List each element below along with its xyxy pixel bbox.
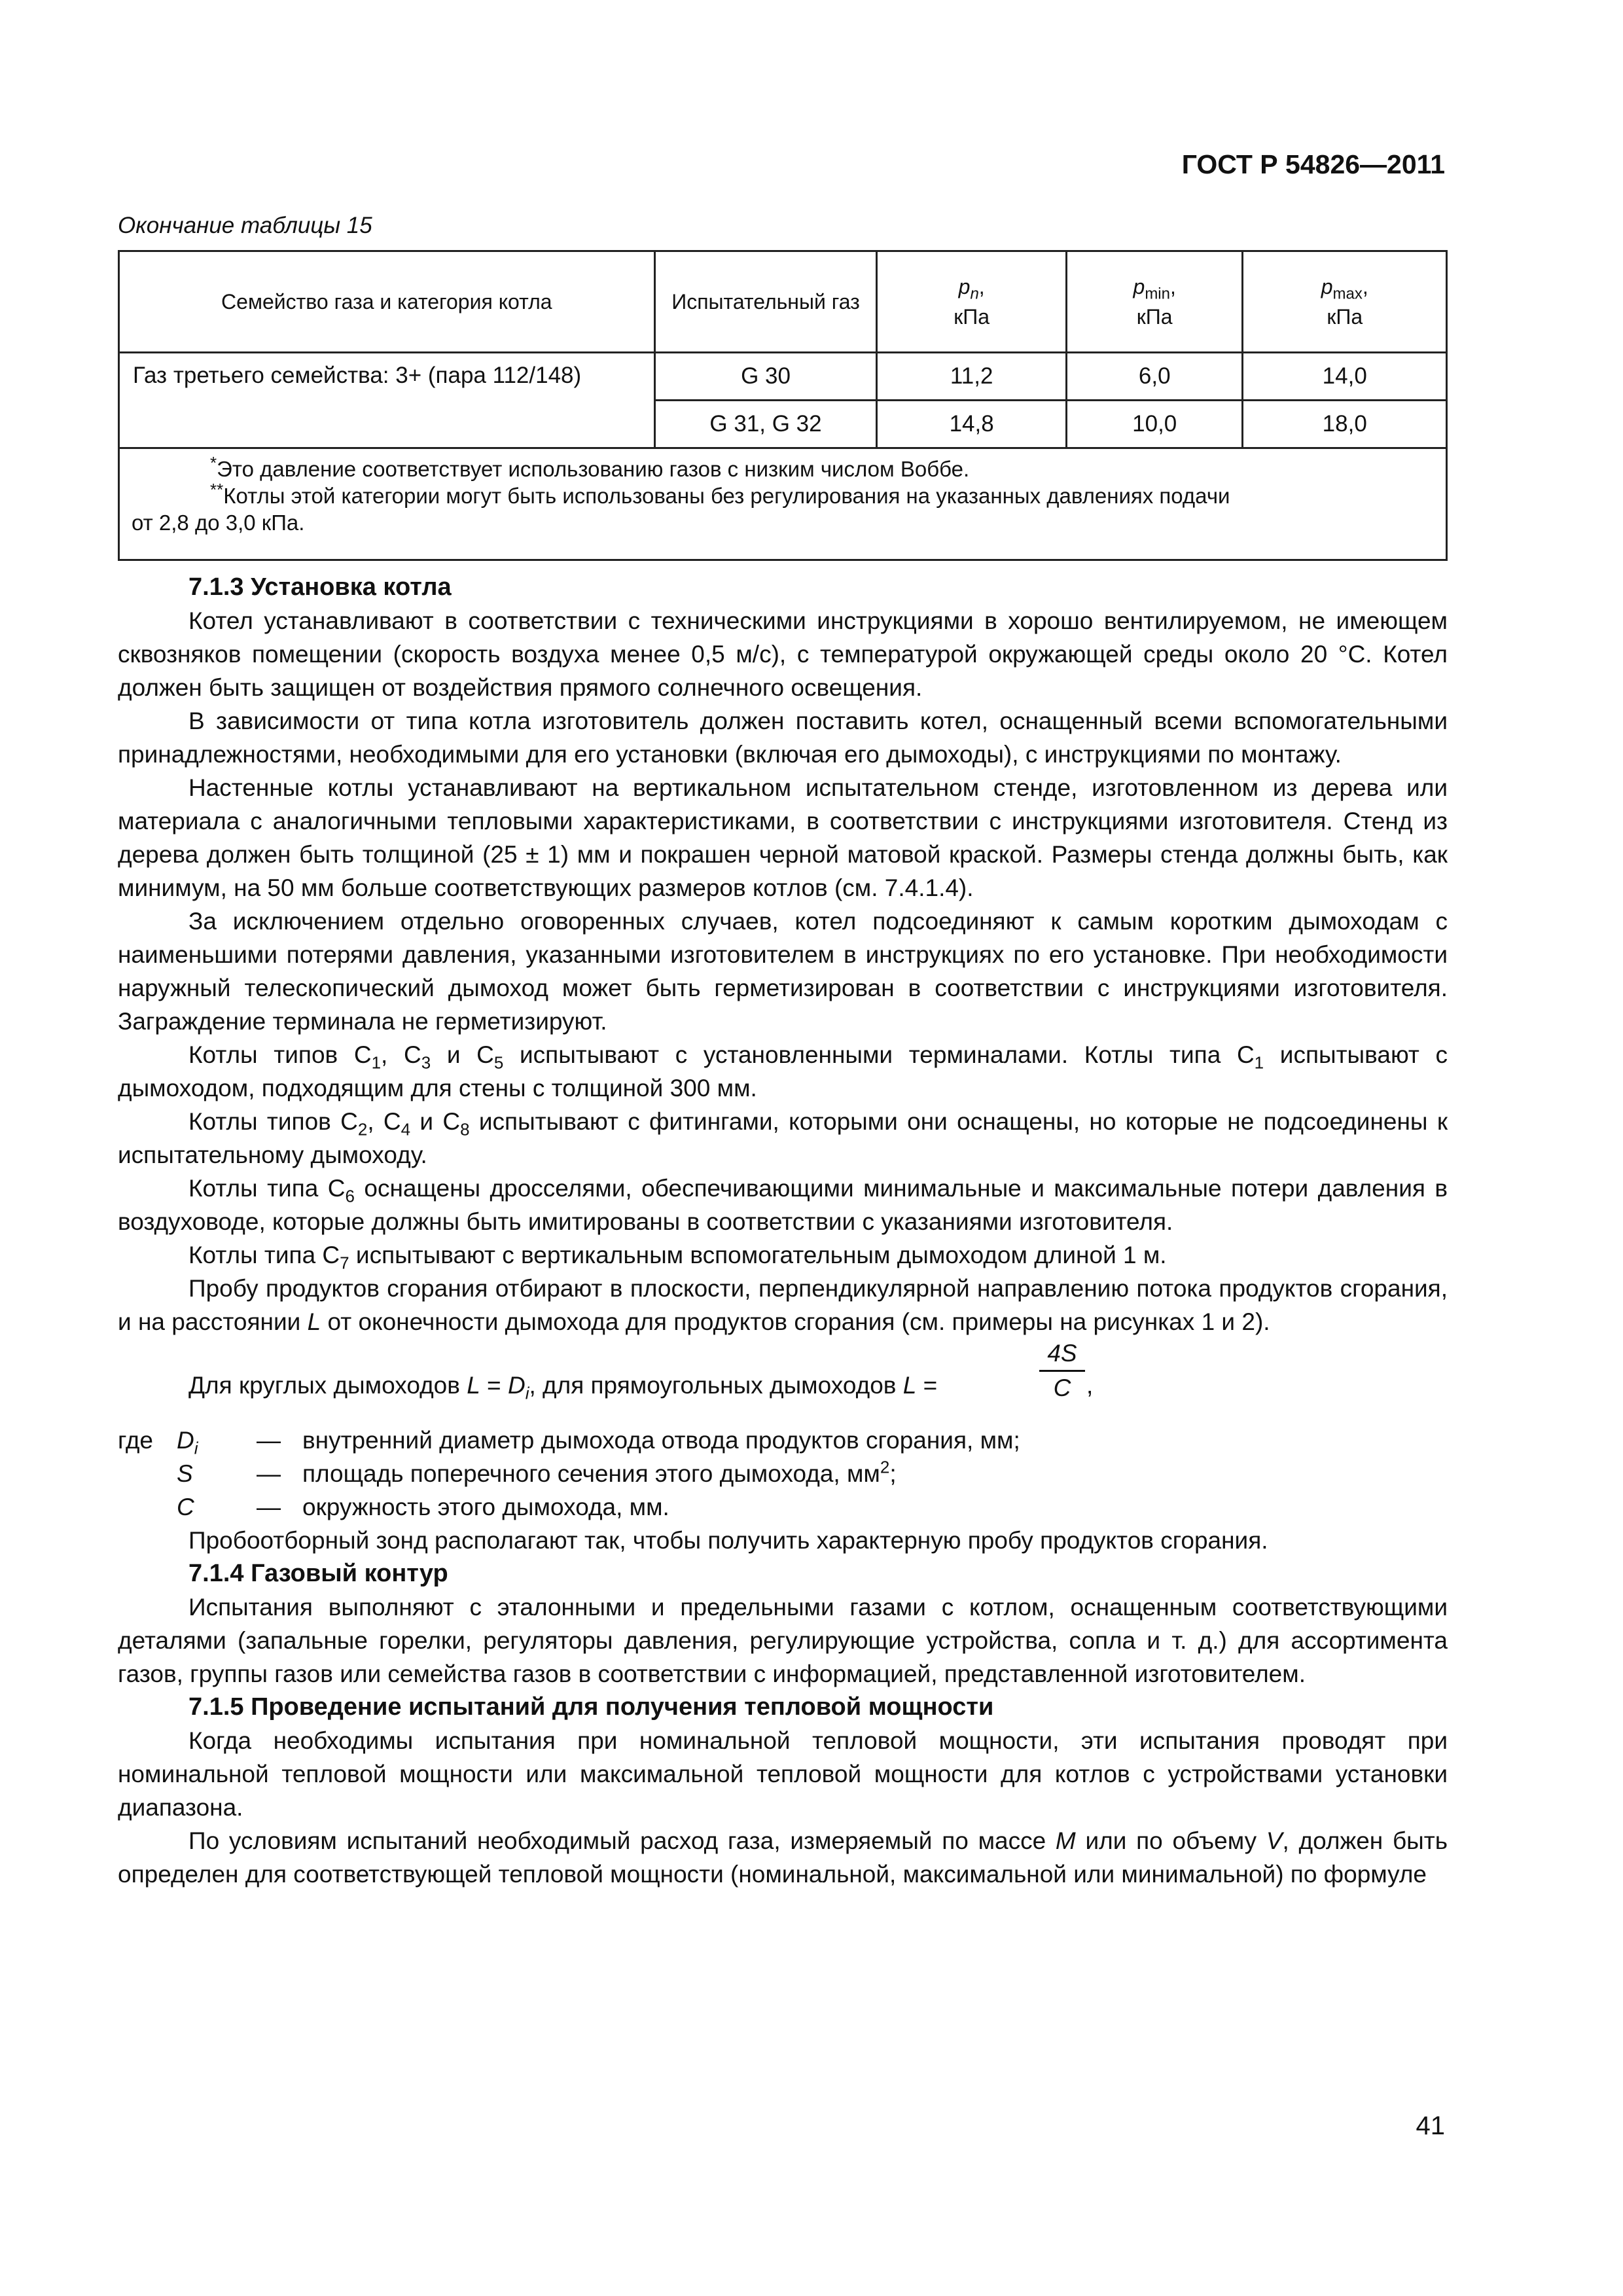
- cell-pmax: 18,0: [1243, 401, 1447, 448]
- definition-c: C — окружность этого дымохода, мм.: [177, 1494, 669, 1520]
- paragraph-gas-flow: По условиям испытаний необходимый расход газа, измеряемый по массе M или по объему V, должен быть определен для соответствующей тепловой мощности (номинальной, максимальной или минимальной) по формуле: [118, 1827, 1448, 1888]
- paragraph: Испытания выполняют с эталонными и предельными газами с котлом, оснащенным соответствующими деталями (запальные горелки, регуляторы давления, регулирующие устройства, сопла и т. д.) для ассортимента газов, группы газов или семейства газов в соответствии с информацией, представленной изготовителем.: [118, 1594, 1448, 1687]
- paragraph-boiler-types-c2-c4-c8: Котлы типов $С_2$, $С_4$ и $С_8$ испытывают с фитингами, которыми они оснащены, но которые не подсоединены к испытательному дымоходу.: [118, 1108, 1448, 1168]
- cell-pmax: 14,0: [1243, 353, 1447, 401]
- header-pmin: $p_{min}$, кПа: [1066, 251, 1243, 353]
- table-header-row: [119, 251, 1447, 353]
- header-pn: $p_n$, кПа: [877, 251, 1067, 353]
- standard-number: ГОСТ Р 54826—2011: [1181, 149, 1445, 179]
- header-pmax: $p_{max}$, кПа: [1243, 251, 1447, 353]
- paragraph-boiler-types-c1-c3-c5: Котлы типов $С_1$, $С_3$ и $С_5$ испытывают с установленными терминалами. Котлы типа $С_1$ испытывают с дымоходом, подходящим для стены с толщиной 300 мм.: [118, 1041, 1448, 1102]
- cell-gas: G 30: [654, 353, 877, 401]
- table-caption: Окончание таблицы 15: [118, 213, 372, 238]
- table-note-1: *Это давление соответствует использованию газов с низким числом Воббе.: [210, 453, 970, 481]
- paragraph: За исключением отдельно оговоренных случаев, котел подсоединяют к самым коротким дымоходам с наименьшими потерями давления, указанными изготовителем в инструкциях по его установке. При необходимости наружный телескопический дымоход может быть герметизирован в соответствии с инструкциями изготовителя. Заграждение терминала не герметизируют.: [118, 908, 1448, 1035]
- table-note-2-cont: от 2,8 до 3,0 кПа.: [132, 511, 305, 535]
- header-family: Семейство газа и категория котла: [119, 251, 655, 353]
- cell-pmin: 6,0: [1066, 353, 1243, 401]
- paragraph-probe: Пробоотборный зонд располагают так, чтобы получить характерную пробу продуктов сгорания.: [188, 1527, 1268, 1554]
- definition-s: S — площадь поперечного сечения этого дымохода, $мм^2$;: [177, 1457, 897, 1487]
- formula-fraction: 4S C: [1039, 1338, 1085, 1403]
- page-number: 41: [1416, 2111, 1445, 2140]
- table-note-2: **Котлы этой категории могут быть использованы без регулирования на указанных давлениях подачи: [210, 480, 1230, 508]
- formula-flue-length: Для круглых дымоходов $L = D_i$, для прямоугольных дымоходов L = 4S C ,: [188, 1340, 1094, 1403]
- document-body: [118, 571, 1448, 1891]
- cell-gas: G 31, G 32: [654, 401, 877, 448]
- cell-pn: 14,8: [877, 401, 1067, 448]
- section-7-1-5-title: 7.1.5 Проведение испытаний для получения тепловой мощности: [188, 1693, 994, 1721]
- paragraph-boiler-type-c6: Котлы типа $С_6$ оснащены дросселями, обеспечивающими минимальные и максимальные потери давления в воздуховоде, которые должны быть имитированы в соответствии с указаниями изготовителя.: [118, 1175, 1448, 1235]
- cell-pn: 11,2: [877, 353, 1067, 401]
- header-test-gas: Испытательный газ: [654, 251, 877, 353]
- gas-pressure-table: [118, 250, 1448, 561]
- table-row: [119, 353, 1447, 401]
- table-notes-row: [119, 448, 1447, 560]
- cell-pmin: 10,0: [1066, 401, 1243, 448]
- section-7-1-3-title: 7.1.3 Установка котла: [188, 573, 452, 601]
- paragraph: Котел устанавливают в соответствии с техническими инструкциями в хорошо вентилируемом, не имеющем сквозняков помещении (скорость воздуха менее 0,5 м/с), с температурой окружающей среды около 20 °С. Котел должен быть защищен от воздействия прямого солнечного освещения.: [118, 607, 1448, 701]
- paragraph: Настенные котлы устанавливают на вертикальном испытательном стенде, изготовленном из дерева или материала с аналогичными тепловыми характеристиками, в соответствии с инструкциями изготовителя. Стенд из дерева должен быть толщиной (25 ± 1) мм и покрашен черной матовой краской. Размеры стенда должны быть, как минимум, на 50 мм больше соответствующих размеров котлов (см. 7.4.1.4).: [118, 774, 1448, 901]
- definitions-list: [118, 1424, 1448, 1524]
- table-notes: [119, 448, 1447, 560]
- definition-di: где $D_i$ — внутренний диаметр дымохода отвода продуктов сгорания, мм;: [118, 1427, 1020, 1458]
- paragraph-boiler-type-c7: Котлы типа $С_7$ испытывают с вертикальным вспомогательным дымоходом длиной 1 м.: [188, 1242, 1167, 1273]
- paragraph: В зависимости от типа котла изготовитель должен поставить котел, оснащенный всеми вспомогательными принадлежностями, необходимыми для его установки (включая его дымоходы), с инструкциями по монтажу.: [118, 708, 1448, 768]
- paragraph-sampling: Пробу продуктов сгорания отбирают в плоскости, перпендикулярной направлению потока продуктов сгорания, и на расстоянии L от оконечности дымохода для продуктов сгорания (см. примеры на рисунках 1 и 2).: [118, 1275, 1448, 1335]
- section-7-1-4-title: 7.1.4 Газовый контур: [188, 1560, 448, 1587]
- family-cell: Газ третьего семейства: 3+ (пара 112/148): [119, 353, 655, 448]
- paragraph: Когда необходимы испытания при номинальной тепловой мощности, эти испытания проводят при номинальной тепловой мощности или максимальной тепловой мощности для котлов с устройствами установки диапазона.: [118, 1727, 1448, 1821]
